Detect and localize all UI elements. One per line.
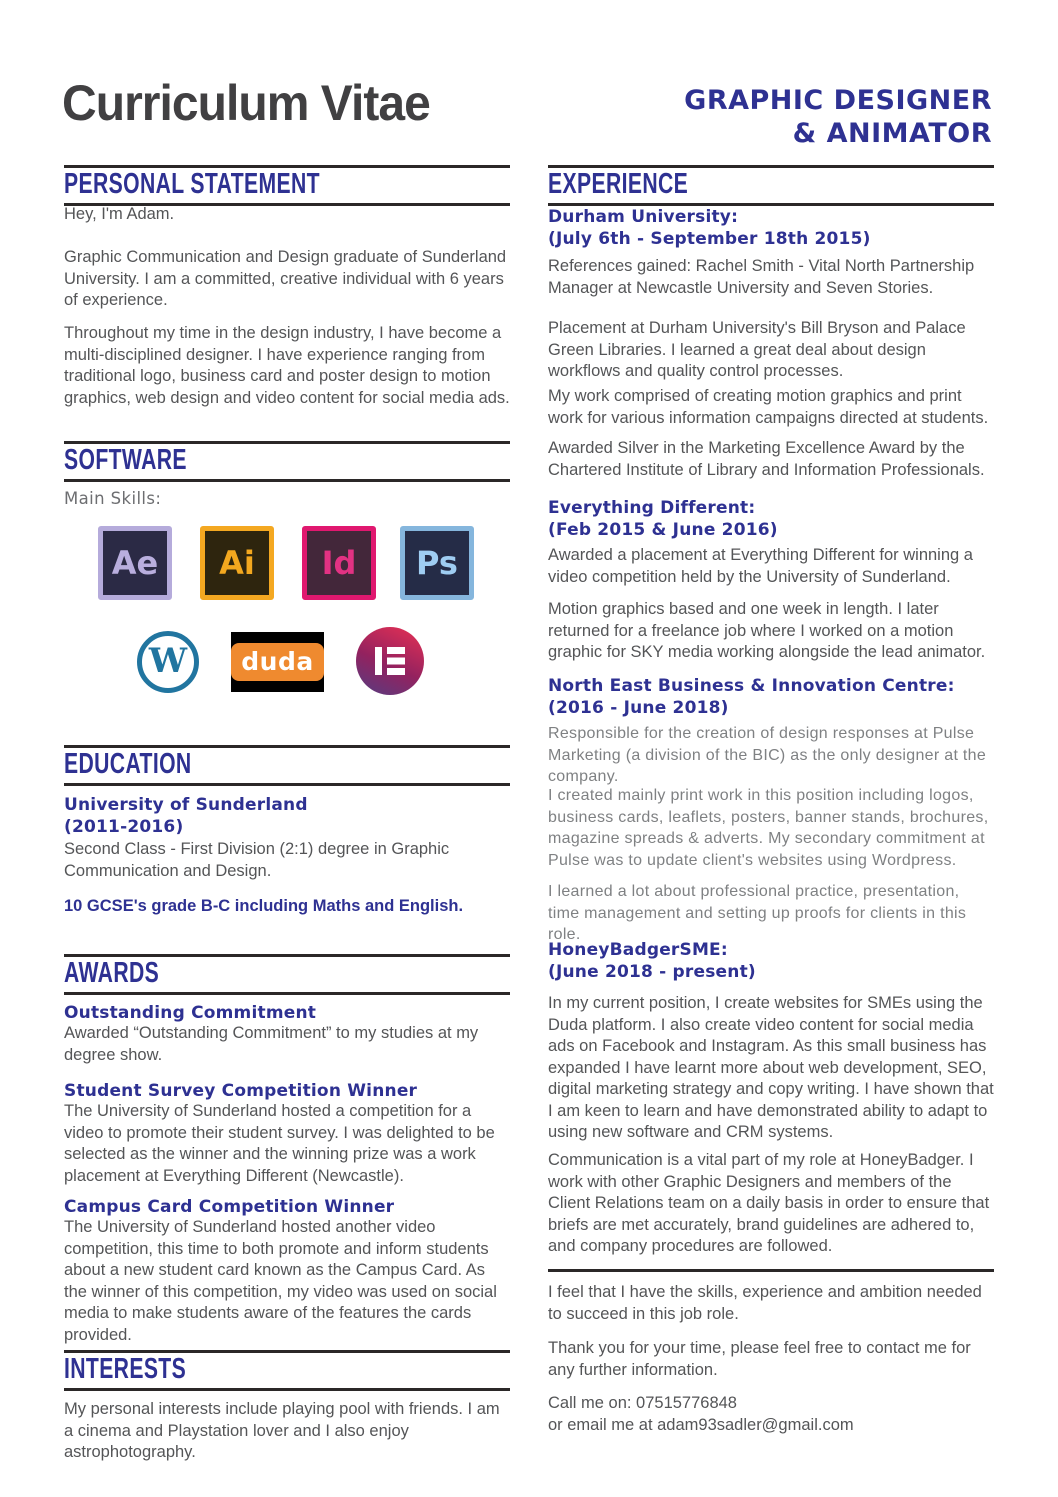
contact-phone: Call me on: 07515776848 <box>548 1394 737 1412</box>
elementor-icon <box>356 627 424 695</box>
closing-paragraph: Thank you for your time, please feel free to contact me for any further information. <box>548 1339 971 1379</box>
award-body: The University of Sunderland hosted another video competition, this time to both promote and inform students about a new student card known as the Campus Card. As the winner of this competition, my video was used on social media to make students aware of the features the cards provided. <box>64 1218 497 1344</box>
job-title: Durham University: <box>548 207 739 227</box>
education-gcse: 10 GCSE's grade B-C including Maths and English. <box>64 897 464 915</box>
award-title: Student Survey Competition Winner <box>64 1081 418 1101</box>
section-heading-label: SOFTWARE <box>64 444 187 476</box>
section-heading-education <box>64 745 510 786</box>
job-header <box>548 497 994 541</box>
duda-band <box>231 643 324 681</box>
award-title: Campus Card Competition Winner <box>64 1197 395 1217</box>
duda-wordmark: duda <box>241 646 314 676</box>
personal-statement-paragraph: Hey, I'm Adam. <box>64 205 175 223</box>
main-skills-label: Main Skills: <box>64 489 162 508</box>
role-line-1: GRAPHIC DESIGNER <box>684 85 992 116</box>
photoshop-icon <box>400 526 474 600</box>
after-effects-abbr: Ae <box>111 544 159 582</box>
illustrator-abbr: Ai <box>219 544 255 582</box>
job-paragraph: Communication is a vital part of my role at HoneyBadger. I work with other Graphic Designers and members of the Client Relations team on a daily basis in order to ensure that briefs are met accurately, brand guidelines are adhered to, and company procedures are followed. <box>548 1151 990 1255</box>
wordpress-circle <box>137 631 199 693</box>
job-paragraph: Awarded Silver in the Marketing Excellence Award by the Chartered Institute of Library and Information Professionals. <box>548 439 985 479</box>
interests-text: My personal interests include playing pool with friends. I am a cinema and Playstation lover and I also enjoy astrophotography. <box>64 1400 500 1461</box>
illustrator-icon <box>200 526 274 600</box>
job-title: Everything Different: <box>548 498 756 518</box>
section-heading-experience <box>548 165 994 206</box>
job-paragraph: Responsible for the creation of design responses at Pulse Marketing (a division of the BIC) as the only designer at the company. <box>548 725 987 785</box>
elementor-e-glyph <box>371 642 409 680</box>
job-header <box>548 675 994 719</box>
wordpress-icon <box>133 627 203 697</box>
job-dates: (June 2018 - present) <box>548 962 756 982</box>
job-paragraph: Awarded a placement at Everything Different for winning a video competition held by the University of Sunderland. <box>548 546 973 586</box>
job-title: HoneyBadgerSME: <box>548 940 728 960</box>
section-heading-software <box>64 441 510 482</box>
role-line-2: & ANIMATOR <box>792 118 992 149</box>
indesign-icon <box>302 526 376 600</box>
section-heading-awards <box>64 954 510 995</box>
contact-block <box>548 1393 994 1436</box>
section-heading-label: AWARDS <box>64 957 160 989</box>
indesign-abbr: Id <box>321 544 357 582</box>
section-heading-label: EDUCATION <box>64 748 192 780</box>
job-paragraph: My work comprised of creating motion graphics and print work for various information campaigns directed at students. <box>548 387 989 427</box>
contact-email: or email me at adam93sadler@gmail.com <box>548 1415 854 1434</box>
wordpress-w-glyph: W <box>148 641 188 681</box>
award-body: Awarded “Outstanding Commitment” to my studies at my degree show. <box>64 1024 479 1064</box>
job-header <box>548 206 994 250</box>
section-heading-label: PERSONAL STATEMENT <box>64 168 320 200</box>
education-degree: Second Class - First Division (2:1) degree in Graphic Communication and Design. <box>64 840 450 880</box>
education-dates: (2011-2016) <box>64 817 184 837</box>
role-title <box>548 84 992 150</box>
section-heading-label: INTERESTS <box>64 1353 187 1385</box>
photoshop-abbr: Ps <box>416 544 458 582</box>
section-heading-label: EXPERIENCE <box>548 168 689 200</box>
section-heading-interests <box>64 1350 510 1391</box>
job-dates: (July 6th - September 18th 2015) <box>548 229 871 249</box>
page-title: Curriculum Vitae <box>62 75 430 131</box>
section-heading-personal-statement <box>64 165 510 206</box>
duda-icon <box>228 629 327 695</box>
job-paragraph: Placement at Durham University's Bill Bryson and Palace Green Libraries. I learned a great deal about design workflows and quality control processes. <box>548 319 966 380</box>
job-dates: (Feb 2015 & June 2016) <box>548 520 778 540</box>
personal-statement-paragraph: Throughout my time in the design industry, I have become a multi-disciplined designer. I have experience ranging from traditional logo, business card and poster design to motion graphics, web design and video content for social media ads. <box>64 324 510 407</box>
job-paragraph: References gained: Rachel Smith - Vital North Partnership Manager at Newcastle University and Seven Stories. <box>548 257 975 297</box>
job-dates: (2016 - June 2018) <box>548 698 729 718</box>
closing-paragraph: I feel that I have the skills, experience and ambition needed to succeed in this job role. <box>548 1283 982 1323</box>
after-effects-icon <box>98 526 172 600</box>
job-paragraph: I learned a lot about professional practice, presentation, time management and setting up proofs for clients in this role. <box>548 883 967 943</box>
job-header <box>548 939 994 983</box>
award-body: The University of Sunderland hosted a competition for a video to promote their student survey. I was delighted to be selected as the winner and the winning prize was a work placement at Everything Different (Newcastle). <box>64 1102 495 1185</box>
award-title: Outstanding Commitment <box>64 1003 317 1023</box>
experience-divider <box>548 1269 994 1272</box>
job-paragraph: Motion graphics based and one week in length. I later returned for a freelance job where I worked on a motion graphic for SKY media working alongside the lead animator. <box>548 600 986 661</box>
education-school: University of Sunderland <box>64 795 308 815</box>
job-title: North East Business & Innovation Centre: <box>548 676 955 696</box>
job-paragraph: In my current position, I create websites for SMEs using the Duda platform. I also create video content for social media ads on Facebook and Instagram. As this small business has expanded I have learnt more about web development, SEO, digital marketing strategy and copy writing. I have shown that I am keen to learn and have demonstrated ability to adapt to using new software and CRM systems. <box>548 994 994 1141</box>
job-paragraph: I created mainly print work in this position including logos, business cards, leaflets, posters, banner stands, brochures, magazine spreads & adverts. My secondary commitment at Pulse was to update client's websites using Wordpress. <box>548 787 989 869</box>
personal-statement-paragraph: Graphic Communication and Design graduate of Sunderland University. I am a committed, creative individual with 6 years of experience. <box>64 248 507 309</box>
